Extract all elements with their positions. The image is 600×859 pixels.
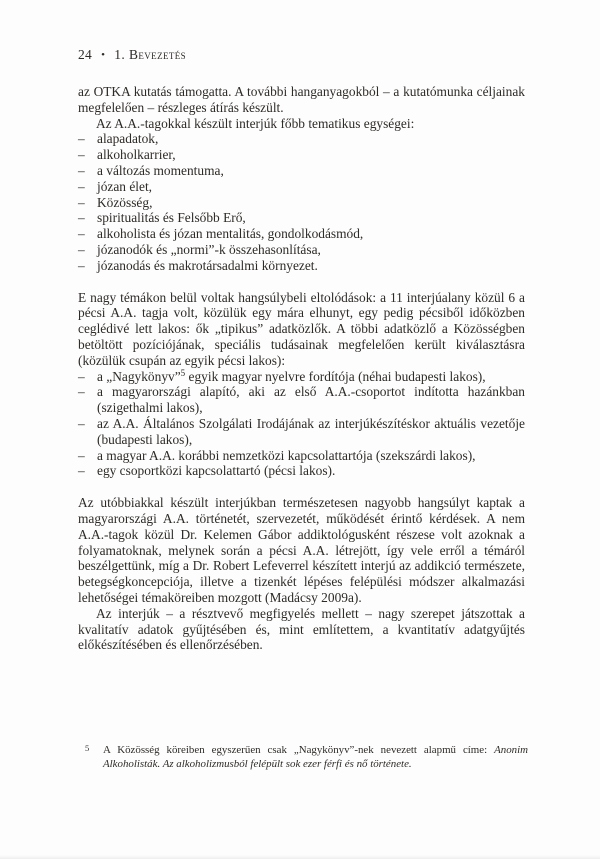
body-text bbox=[78, 84, 525, 653]
chapter-title: 1. Bevezetés bbox=[114, 47, 187, 62]
list-item bbox=[78, 210, 525, 226]
list-item-text: alkoholkarrier, bbox=[97, 147, 176, 163]
footnote bbox=[85, 744, 528, 772]
list-item-text: józanodás és makrotársadalmi környezet. bbox=[97, 257, 318, 273]
dash-bullet: – bbox=[78, 210, 85, 226]
list-item-text: a magyar A.A. korábbi nemzetközi kapcsolattartója (szekszárdi lakos), bbox=[97, 447, 476, 463]
dash-bullet: – bbox=[78, 226, 85, 242]
footnote-book-title: Anonim Alkoholisták. Az alkoholizmusból felépült sok ezer férfi és nő története. bbox=[103, 744, 528, 770]
footnote-number: 5 bbox=[85, 743, 90, 753]
dash-bullet: – bbox=[78, 147, 85, 163]
list-item-text: a magyarországi alapító, aki az első A.A.-csoportot indította hazánkban (szigethalmi lakos), bbox=[97, 384, 525, 416]
list-item bbox=[78, 242, 525, 258]
list-item bbox=[78, 226, 525, 242]
list-item bbox=[78, 384, 525, 416]
footnote-text: A Közösség köreiben egyszerűen csak „Nagykönyv”-nek nevezett alapmű címe: bbox=[103, 744, 495, 756]
paragraph-emphasis-shifts: E nagy témákon belül voltak hangsúlybeli eltolódások: a 11 interjúalany közül 6 a pécsi A.A. tagja volt, közülük egy mára elhunyt, egy pedig pécsiből időközben ceglédivé lett lakos: ők „tipikus” adatközlők. A többi adatközlő a Közösségben betöltött pozíciójának, speciális tudásainak megfelelően került kiválasztásra (közülük csupán az egyik pécsi lakos): bbox=[78, 289, 525, 368]
paragraph-interviews: Az utóbbiakkal készült interjúkban természetesen nagyobb hangsúlyt kaptak a magyarországi A.A. történetét, szervezetét, működését érintő kérdések. A nem A.A.-tagok közül Dr. Kelemen Gábor addiktológusként részese volt azoknak a folyamatoknak, melynek során a pécsi A.A. létrejött, így vele erről a témáról beszélgettünk, míg a Dr. Robert Lefeverrel készített interjú az addikció természete, betegségkoncepciója, illetve a tizenkét lépéses felépülési módszer alkalmazási lehetőségei témaköreiben mozgott (Madácsy 2009a). bbox=[78, 495, 525, 605]
list-item-text: józan élet, bbox=[97, 178, 153, 194]
page-content bbox=[78, 47, 525, 653]
dash-bullet: – bbox=[78, 131, 85, 147]
list-item-text: egy csoportközi kapcsolattartó (pécsi lakos). bbox=[97, 463, 336, 479]
list-item-text: Közösség, bbox=[97, 194, 153, 210]
list-item-text: egyik magyar nyelvre fordítója (néhai budapesti lakos), bbox=[185, 368, 486, 384]
list-item-text: az A.A. Általános Szolgálati Irodájának az interjúkészítéskor aktuális vezetője (budapesti lakos), bbox=[97, 415, 525, 447]
list-item bbox=[78, 147, 525, 163]
dash-bullet: – bbox=[78, 194, 85, 210]
dash-bullet: – bbox=[78, 162, 85, 178]
page-bottom-shadow bbox=[0, 855, 600, 859]
list-item-text: a változás momentuma, bbox=[97, 162, 224, 178]
running-header bbox=[78, 47, 525, 63]
list-item bbox=[78, 369, 525, 385]
list-item-text: józanodók és „normi”-k összehasonlítása, bbox=[97, 241, 321, 257]
list-item bbox=[78, 463, 525, 479]
list-item bbox=[78, 448, 525, 464]
dash-bullet: – bbox=[78, 415, 85, 431]
list-item bbox=[78, 131, 525, 147]
list-item bbox=[78, 416, 525, 448]
list-item bbox=[78, 179, 525, 195]
paragraph-continuation: az OTKA kutatás támogatta. A további hanganyagokból – a kutatómunka céljainak megfelelően – részleges átírás készült. bbox=[78, 84, 525, 115]
list-item-text: spiritualitás és Felsőbb Erő, bbox=[97, 210, 246, 226]
footnote-body bbox=[85, 744, 528, 772]
dash-bullet: – bbox=[78, 257, 85, 273]
list-item-text: a „Nagykönyv” bbox=[97, 368, 181, 384]
list-item bbox=[78, 163, 525, 179]
dash-bullet: – bbox=[78, 463, 85, 479]
thematic-units-list bbox=[78, 131, 525, 273]
dash-bullet: – bbox=[78, 368, 85, 384]
page-number: 24 bbox=[78, 47, 93, 62]
list-item bbox=[78, 195, 525, 211]
footnote-reference: 5 bbox=[180, 367, 186, 378]
paragraph-closing: Az interjúk – a résztvevő megfigyelés mellett – nagy szerepet játszottak a kvalitatív adatok gyűjtésében és, mint említettem, a kvantitatív adatgyűjtés előkészítésében és ellenőrzésében. bbox=[78, 605, 525, 653]
list-item-text: alapadatok, bbox=[97, 131, 159, 147]
interviewees-list bbox=[78, 369, 525, 480]
dash-bullet: – bbox=[78, 384, 85, 400]
list-item-text: alkoholista és józan mentalitás, gondolkodásmód, bbox=[97, 226, 364, 242]
header-bullet-icon: • bbox=[101, 49, 106, 61]
dash-bullet: – bbox=[78, 241, 85, 257]
list-item bbox=[78, 258, 525, 274]
dash-bullet: – bbox=[78, 178, 85, 194]
list1-intro: Az A.A.-tagokkal készült interjúk főbb tematikus egységei: bbox=[96, 115, 415, 131]
dash-bullet: – bbox=[78, 447, 85, 463]
